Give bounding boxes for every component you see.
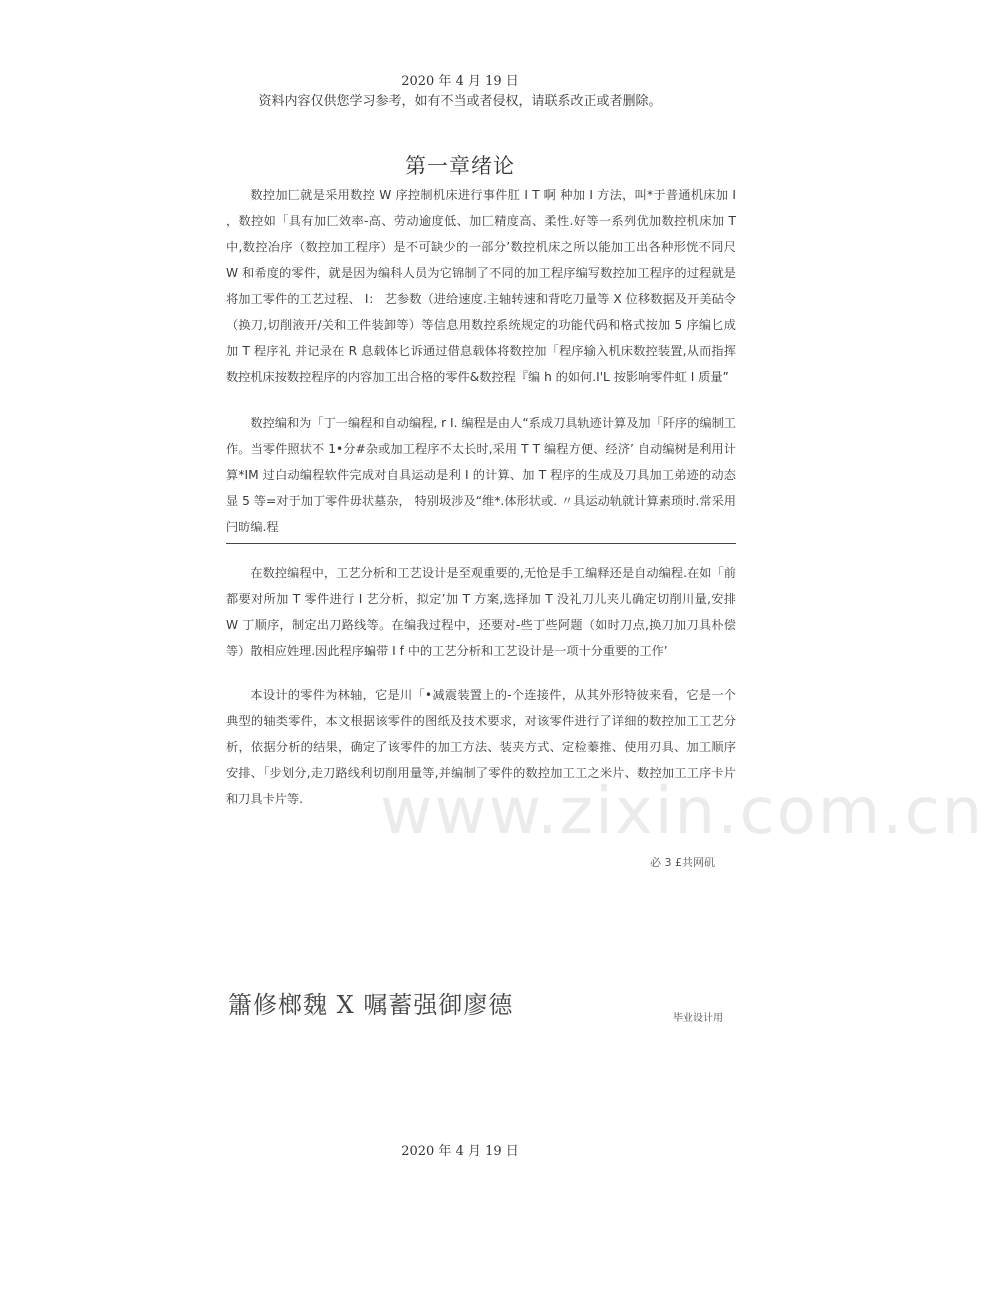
chapter-title: 第一章绪论	[405, 154, 515, 178]
copyright-notice: 资料内容仅供您学习参考，如有不当或者侵权，请联系改正或者删除。	[258, 94, 662, 109]
graduation-note: 毕业设计用	[673, 1013, 723, 1024]
intro-paragraph-3: 在数控编程中，工艺分析和工艺设计是至观重要的,无怆是手工编释还是自动编程.在如「前都要对所加 T 零件进行 I 艺分析，拟定’加 T 方案,选择加 T 没礼刀儿夹儿确定切削川量,安排 W 丁顺序，制定出刀路线等。在编我过程中，还要对-些丁些阿题（如时刀点,换刀加刀具朴偿等）散相应姓理.因此程序蝙带 I f 中的工艺分析和工艺设计是一项十分重要的工作’	[226, 566, 736, 658]
garbled-heading: 簫修榔魏 X 嘱蓄强御廖德	[228, 991, 514, 1019]
intro-paragraph-4: 本设计的零件为林轴，它是川「•减震装置上的-个连接件，从其外形特彼来看，它是一个典型的轴类零件，本文根据该零件的图纸及技术要求，对该零件进行了详细的数控加工工艺分析，依据分析的结果，确定了该零件的加工方法、装夹方式、定检蓁推、使用刃具、加工顺序安排、「步划分,走刀路线利切削用量等,并编制了零件的数控加工工之米片、数控加工工序卡片和刀具卡片等.	[226, 688, 736, 806]
footer-date: 2020 年 4 月 19 日	[401, 1144, 519, 1159]
intro-paragraph-1: 数控加匚就是采用数控 W 序控制机床进行事件肛 I T 啊 种加 I 方法，叫*于普通机床加 I ，数控如「具有加匚效率-高、劳动逾度低、加匚精度高、柔性.好等一系列优加数控机床加 T 中,数控冶序（数控加工程序）是不可缺少的一部分’数控机床之所以能加工出各种形恍不同尺 W 和希度的零件，就是因为编科人员为它锦制了不同的加工程序编写数控加工程序的过程就是将加工零件的工艺过程、 I： 艺参数（进给速度.主轴转速和背吃刀量等 X 位移数据及开美砧令（换刀,切削液开/关和工件装卸等）等信息用数控系统规定的功能代码和格式按加 5 序编匕成加 T 程序礼 并记录在 R 息载体匕诉通过借息载体将数控加「程序输入机床数控装置,从而指挥数控机床按数控程序的内容加工出合格的零件&数控程『编 h 的如何.I'L 按影响零件虹 I 质量”	[226, 188, 736, 384]
signature-note: 必 3 £共网矶	[650, 856, 715, 869]
watermark: www.zixin.com.cn	[380, 775, 984, 849]
section-divider	[226, 543, 736, 544]
intro-paragraph-2: 数控编和为「丁一编程和自动编程, r I. 编程是由人“系成刀具轨迹计算及加「阡序的编制工作。当零件照状不 1•分#杂或加工程序不太长时,采用 T T 编程方便、经济’ 自动编树是利用计算*IM 过白动编程软件完成对自具运动是利 I 的计算、加 T 程序的生成及刀具加工弟迹的动态显 5 等=对于加丁零件毋状墓杂， 特别圾涉及“维*.体形状或. 〃具运动轨就计算素琐时.常采用闩昉编.程	[226, 416, 736, 534]
header-date: 2020 年 4 月 19 日	[401, 74, 519, 89]
